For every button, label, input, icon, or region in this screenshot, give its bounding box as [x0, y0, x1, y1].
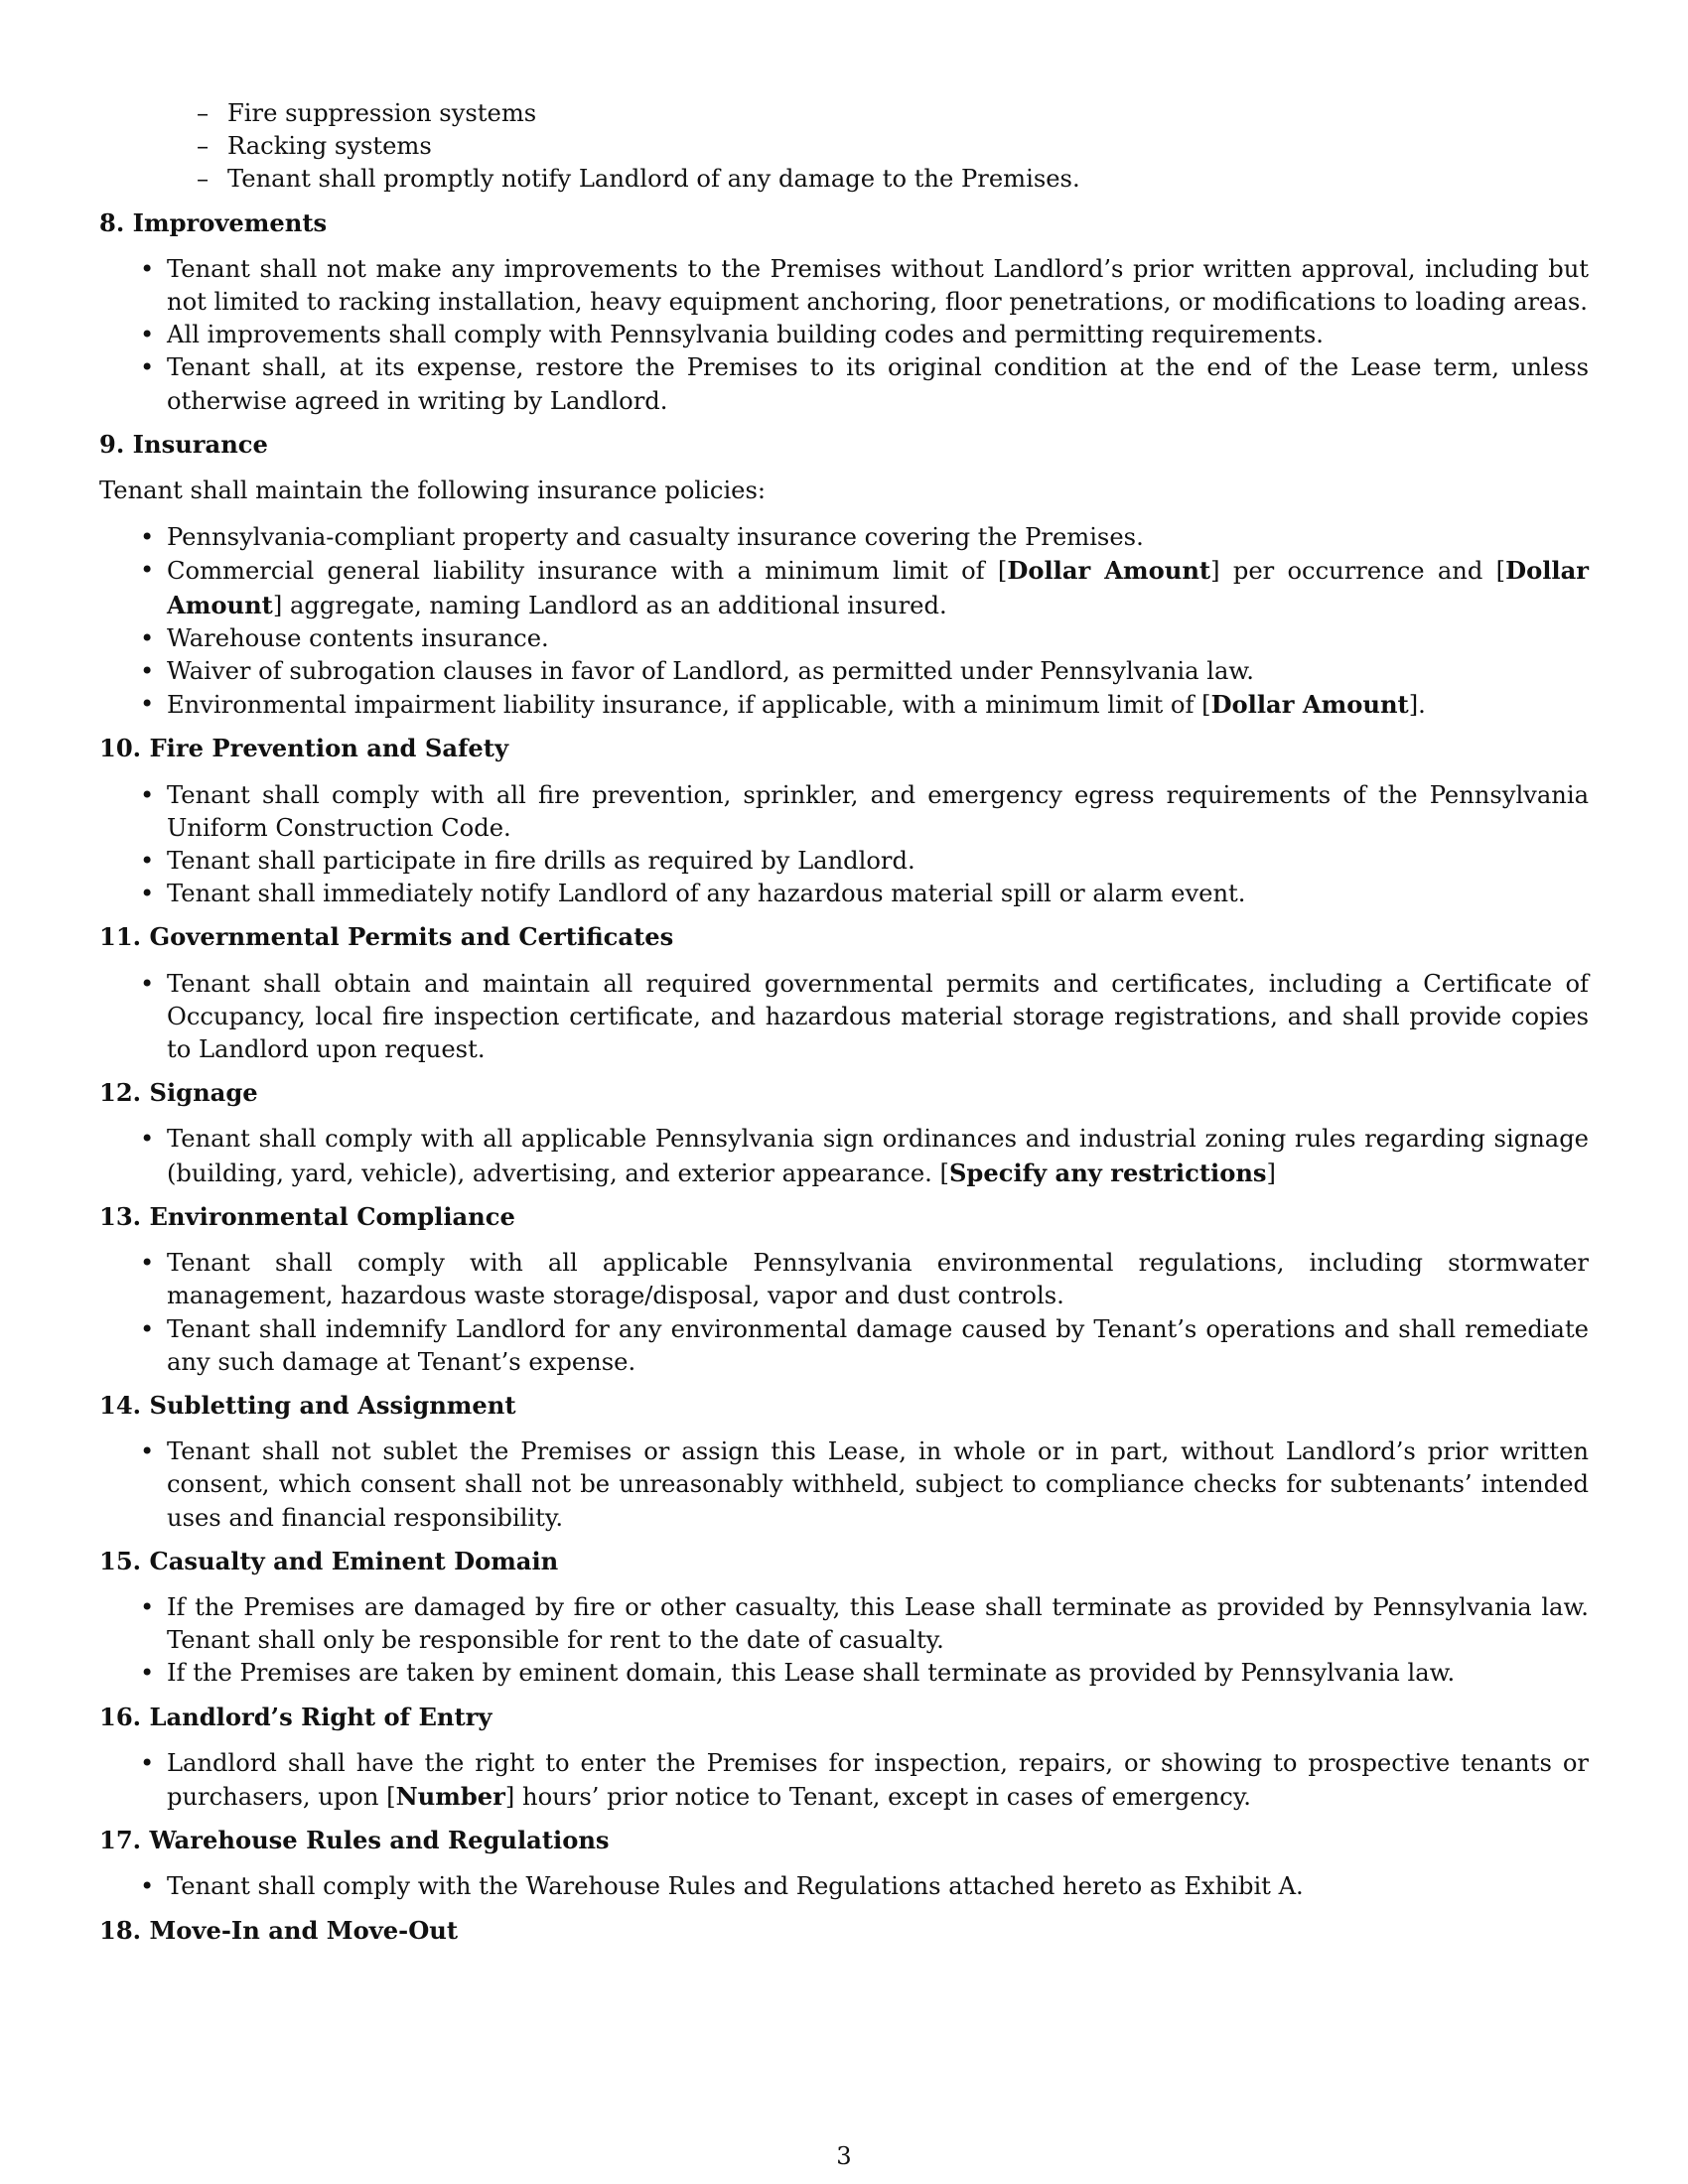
section-heading: 17. Warehouse Rules and Regulations	[99, 1826, 610, 1855]
list-item: • If the Premises are damaged by fire or other casualty, this Lease shall terminate as provided by Pennsylvania law. Tenant shall only be responsible for rent to the date of casualty.	[167, 1591, 1589, 1657]
bullet-list	[99, 1591, 1589, 1691]
list-item: • Tenant shall obtain and maintain all required governmental permits and certificates, including a Certificate of Occupancy, local fire inspection certificate, and hazardous material storage registrations, and shall provide copies to Landlord upon request.	[167, 968, 1589, 1067]
list-item: • All improvements shall comply with Pennsylvania building codes and permitting requirements.	[167, 319, 1589, 351]
list-item: • Tenant shall, at its expense, restore the Premises to its original condition at the end of the Lease term, unless otherwise agreed in writing by Landlord.	[167, 351, 1589, 417]
list-item: • Tenant shall not sublet the Premises or assign this Lease, in whole or in part, without Landlord’s prior written consent, which consent shall not be unreasonably withheld, subject to compliance checks for subtenants’ intended uses and financial responsibility.	[167, 1435, 1589, 1535]
section-heading: 10. Fire Prevention and Safety	[99, 734, 509, 763]
document-page	[99, 97, 1589, 1961]
list-item: • Tenant shall comply with all fire prevention, sprinkler, and emergency egress requirements of the Pennsylvania Uniform Construction Code.	[167, 779, 1589, 845]
list-item: • Tenant shall immediately notify Landlord of any hazardous material spill or alarm event.	[167, 878, 1589, 910]
page-number: 3	[836, 2142, 852, 2170]
section-intro: Tenant shall maintain the following insurance policies:	[99, 477, 767, 505]
list-item: • Warehouse contents insurance.	[167, 622, 1589, 655]
list-item: • Waiver of subrogation clauses in favor of Landlord, as permitted under Pennsylvania law.	[167, 655, 1589, 688]
bullet-list	[99, 1870, 1589, 1903]
item-text: Landlord shall have the right to enter the Premises for inspection, repairs, or showing to prospective tenants or purchasers, upon [	[167, 1748, 1589, 1811]
continuation-list	[99, 97, 1589, 197]
item-text: ] aggregate, naming Landlord as an additional insured.	[272, 591, 947, 619]
bullet-list	[99, 1747, 1589, 1814]
list-item: • Pennsylvania-compliant property and casualty insurance covering the Premises.	[167, 521, 1589, 554]
item-text: ].	[1408, 691, 1426, 720]
item-text: Commercial general liability insurance with a minimum limit of [	[167, 557, 1008, 586]
list-item: • If the Premises are taken by eminent domain, this Lease shall terminate as provided by Pennsylvania law.	[167, 1657, 1589, 1690]
list-item: • Tenant shall comply with the Warehouse Rules and Regulations attached hereto as Exhibit A.	[167, 1870, 1589, 1903]
placeholder-text: Specify any restrictions	[948, 1158, 1267, 1187]
section-heading: 9. Insurance	[99, 429, 268, 459]
dash-list-item: – Tenant shall promptly notify Landlord of any damage to the Premises.	[197, 163, 1589, 196]
dash-list-item: – Fire suppression systems	[197, 97, 1589, 130]
section-heading: 15. Casualty and Eminent Domain	[99, 1546, 559, 1575]
list-item: • Tenant shall comply with all applicable Pennsylvania environmental regulations, including stormwater management, hazardous waste storage/disposal, vapor and dust controls.	[167, 1247, 1589, 1312]
bullet-list	[99, 521, 1589, 722]
list-item	[167, 688, 1589, 722]
section-heading: 12. Signage	[99, 1078, 258, 1108]
item-text: Environmental impairment liability insurance, if applicable, with a minimum limit of [	[167, 691, 1211, 720]
placeholder-text: Dollar Amount	[1007, 556, 1211, 586]
placeholder-text: Dollar Amount	[1210, 690, 1409, 720]
section-heading: 13. Environmental Compliance	[99, 1201, 515, 1231]
section-heading: 11. Governmental Permits and Certificates	[99, 922, 674, 952]
list-item: • Tenant shall participate in fire drills as required by Landlord.	[167, 845, 1589, 878]
item-text: Tenant shall comply with all applicable Pennsylvania sign ordinances and industrial zoning rules regarding signage (building, yard, vehicle), advertising, and exterior appearance. [	[167, 1125, 1589, 1187]
bullet-list	[99, 1435, 1589, 1535]
item-text: ] hours’ prior notice to Tenant, except in cases of emergency.	[504, 1782, 1251, 1811]
section-heading: 8. Improvements	[99, 207, 328, 237]
item-text: ] per occurrence and [	[1210, 557, 1506, 586]
list-item: • Tenant shall indemnify Landlord for any environmental damage caused by Tenant’s operations and shall remediate any such damage at Tenant’s expense.	[167, 1313, 1589, 1379]
section-heading: 18. Move-In and Move-Out	[99, 1915, 459, 1945]
section-heading: 16. Landlord’s Right of Entry	[99, 1702, 492, 1731]
section-heading: 14. Subletting and Assignment	[99, 1390, 516, 1420]
list-item	[167, 554, 1589, 621]
bullet-list	[99, 968, 1589, 1067]
placeholder-text: Dollar Amount	[167, 556, 1589, 619]
bullet-list	[99, 779, 1589, 911]
bullet-list	[99, 1247, 1589, 1379]
list-item	[167, 1747, 1589, 1814]
sections	[99, 206, 1589, 1947]
list-item	[167, 1123, 1589, 1189]
list-item: • Tenant shall not make any improvements to the Premises without Landlord’s prior written approval, including but not limited to racking installation, heavy equipment anchoring, floor penetrations, or modifications to loading areas.	[167, 253, 1589, 319]
bullet-list	[99, 253, 1589, 418]
bullet-list	[99, 1123, 1589, 1189]
placeholder-text: Number	[395, 1781, 505, 1811]
dash-list-item: – Racking systems	[197, 130, 1589, 163]
item-text: ]	[1266, 1159, 1276, 1187]
